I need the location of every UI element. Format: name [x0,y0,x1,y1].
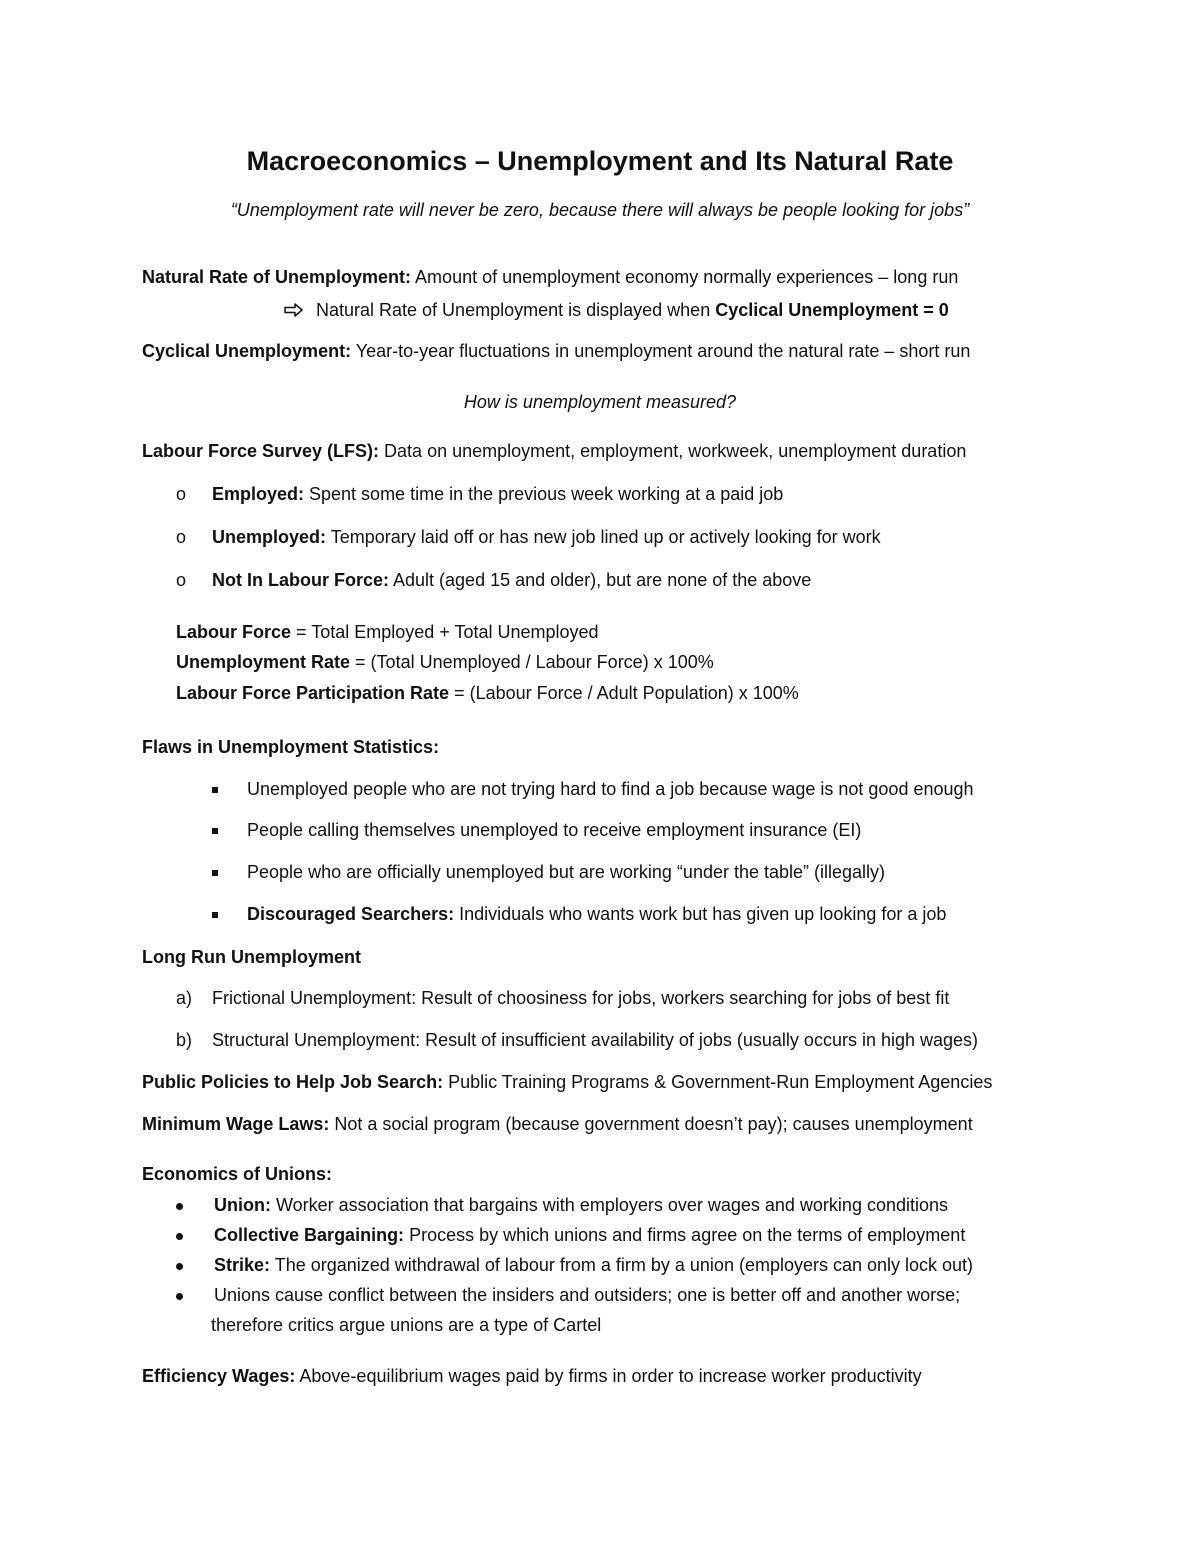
list-item-text: Process by which unions and firms agree on the terms of employment [404,1225,966,1245]
list-item [176,1285,960,1306]
list-item [176,527,881,548]
bullet-icon [176,1203,183,1210]
list-marker: a) [176,988,193,1008]
square-bullet-icon [212,787,218,793]
lfs-term: Labour Force Survey (LFS): [142,441,380,461]
list-item-term: Not In Labour Force: [212,570,389,590]
min-wage-term: Minimum Wage Laws: [142,1114,330,1134]
unions-heading [142,1164,332,1185]
natural-rate-note-text: Natural Rate of Unemployment is displayed when [316,300,716,320]
formula-line [176,683,799,704]
min-wage-def: Not a social program (because government doesn’t pay); causes unemployment [329,1114,973,1134]
efficiency-wages-definition [142,1366,922,1387]
list-item-term: Strike: [214,1255,271,1275]
intro-quote: “Unemployment rate will never be zero, because there will always be people looking for jobs” [230,200,970,220]
list-item-text: Unions cause conflict between the insiders and outsiders; one is better off and another worse; [214,1285,961,1305]
list-marker: b) [176,1030,193,1050]
list-item-text: Spent some time in the previous week working at a paid job [304,484,784,504]
flaws-heading-text: Flaws in Unemployment Statistics: [142,737,440,757]
list-item-text: Unemployed people who are not trying hard to find a job because wage is not good enough [247,779,974,799]
list-item [212,820,861,841]
formula-expression: = (Total Unemployed / Labour Force) x 100% [350,652,714,672]
bullet-icon [176,1233,183,1240]
lfs-definition [142,441,966,462]
page-title: Macroeconomics – Unemployment and Its Natural Rate [246,146,954,176]
list-item-text: The organized withdrawal of labour from a firm by a union (employers can only lock out) [270,1255,974,1275]
natural-rate-definition [142,267,958,288]
list-marker: o [176,570,187,590]
arrow-right-icon [284,301,308,322]
efficiency-wages-term: Efficiency Wages: [142,1366,296,1386]
natural-rate-term: Natural Rate of Unemployment: [142,267,412,287]
list-item [176,1030,978,1051]
natural-rate-note-bold: Cyclical Unemployment = 0 [715,300,949,320]
formula-expression: = (Labour Force / Adult Population) x 100% [449,683,799,703]
list-item-term: Discouraged Searchers: [247,904,455,924]
cyclical-term: Cyclical Unemployment: [142,341,352,361]
measure-question: How is unemployment measured? [463,392,737,412]
formula-term: Unemployment Rate [176,652,351,672]
list-item-text: Temporary laid off or has new job lined up or actively looking for work [326,527,881,547]
list-item [176,1225,965,1246]
formula-expression: = Total Employed + Total Unemployed [291,622,599,642]
list-item-text: Frictional Unemployment: Result of choosiness for jobs, workers searching for jobs of best fit [212,988,950,1008]
list-item-text: People who are officially unemployed but are working “under the table” (illegally) [247,862,886,882]
list-item-text: Adult (aged 15 and older), but are none of the above [389,570,812,590]
min-wage-definition [142,1114,973,1135]
cyclical-definition [142,341,970,362]
public-policies-term: Public Policies to Help Job Search: [142,1072,444,1092]
unions-heading-text: Economics of Unions: [142,1164,333,1184]
formula-line [176,622,599,643]
list-item-term: Unemployed: [212,527,327,547]
list-item-term: Union: [214,1195,271,1215]
list-marker: o [176,527,187,547]
formula-term: Labour Force Participation Rate [176,683,450,703]
public-policies-definition [142,1072,992,1093]
square-bullet-icon [212,912,218,918]
list-item-text: People calling themselves unemployed to receive employment insurance (EI) [247,820,862,840]
list-item [212,862,885,883]
list-item [176,1255,973,1276]
list-marker: o [176,484,187,504]
list-item [212,904,946,925]
natural-rate-note [284,300,949,322]
flaws-heading [142,737,439,758]
efficiency-wages-def: Above-equilibrium wages paid by firms in order to increase worker productivity [295,1366,922,1386]
formula-line [176,652,714,673]
list-item-text: Individuals who wants work but has given up looking for a job [454,904,947,924]
square-bullet-icon [212,828,218,834]
list-item [176,988,949,1009]
lfs-def: Data on unemployment, employment, workweek, unemployment duration [379,441,967,461]
bullet-icon [176,1263,183,1270]
square-bullet-icon [212,870,218,876]
list-item-text: Structural Unemployment: Result of insufficient availability of jobs (usually occurs in high wages) [212,1030,979,1050]
cyclical-def: Year-to-year fluctuations in unemployment around the natural rate – short run [351,341,971,361]
long-run-heading-text: Long Run Unemployment [142,947,361,967]
list-item-text: Worker association that bargains with employers over wages and working conditions [271,1195,949,1215]
list-item-term: Employed: [212,484,305,504]
list-item [176,484,783,505]
long-run-heading [142,947,361,968]
list-item [176,1195,948,1216]
natural-rate-def: Amount of unemployment economy normally experiences – long run [411,267,959,287]
list-item-term: Collective Bargaining: [214,1225,405,1245]
public-policies-def: Public Training Programs & Government-Run Employment Agencies [443,1072,993,1092]
bullet-icon [176,1293,183,1300]
list-item-continuation: therefore critics argue unions are a type of Cartel [211,1315,602,1335]
list-item [212,779,974,800]
formula-term: Labour Force [176,622,292,642]
list-item [176,570,811,591]
